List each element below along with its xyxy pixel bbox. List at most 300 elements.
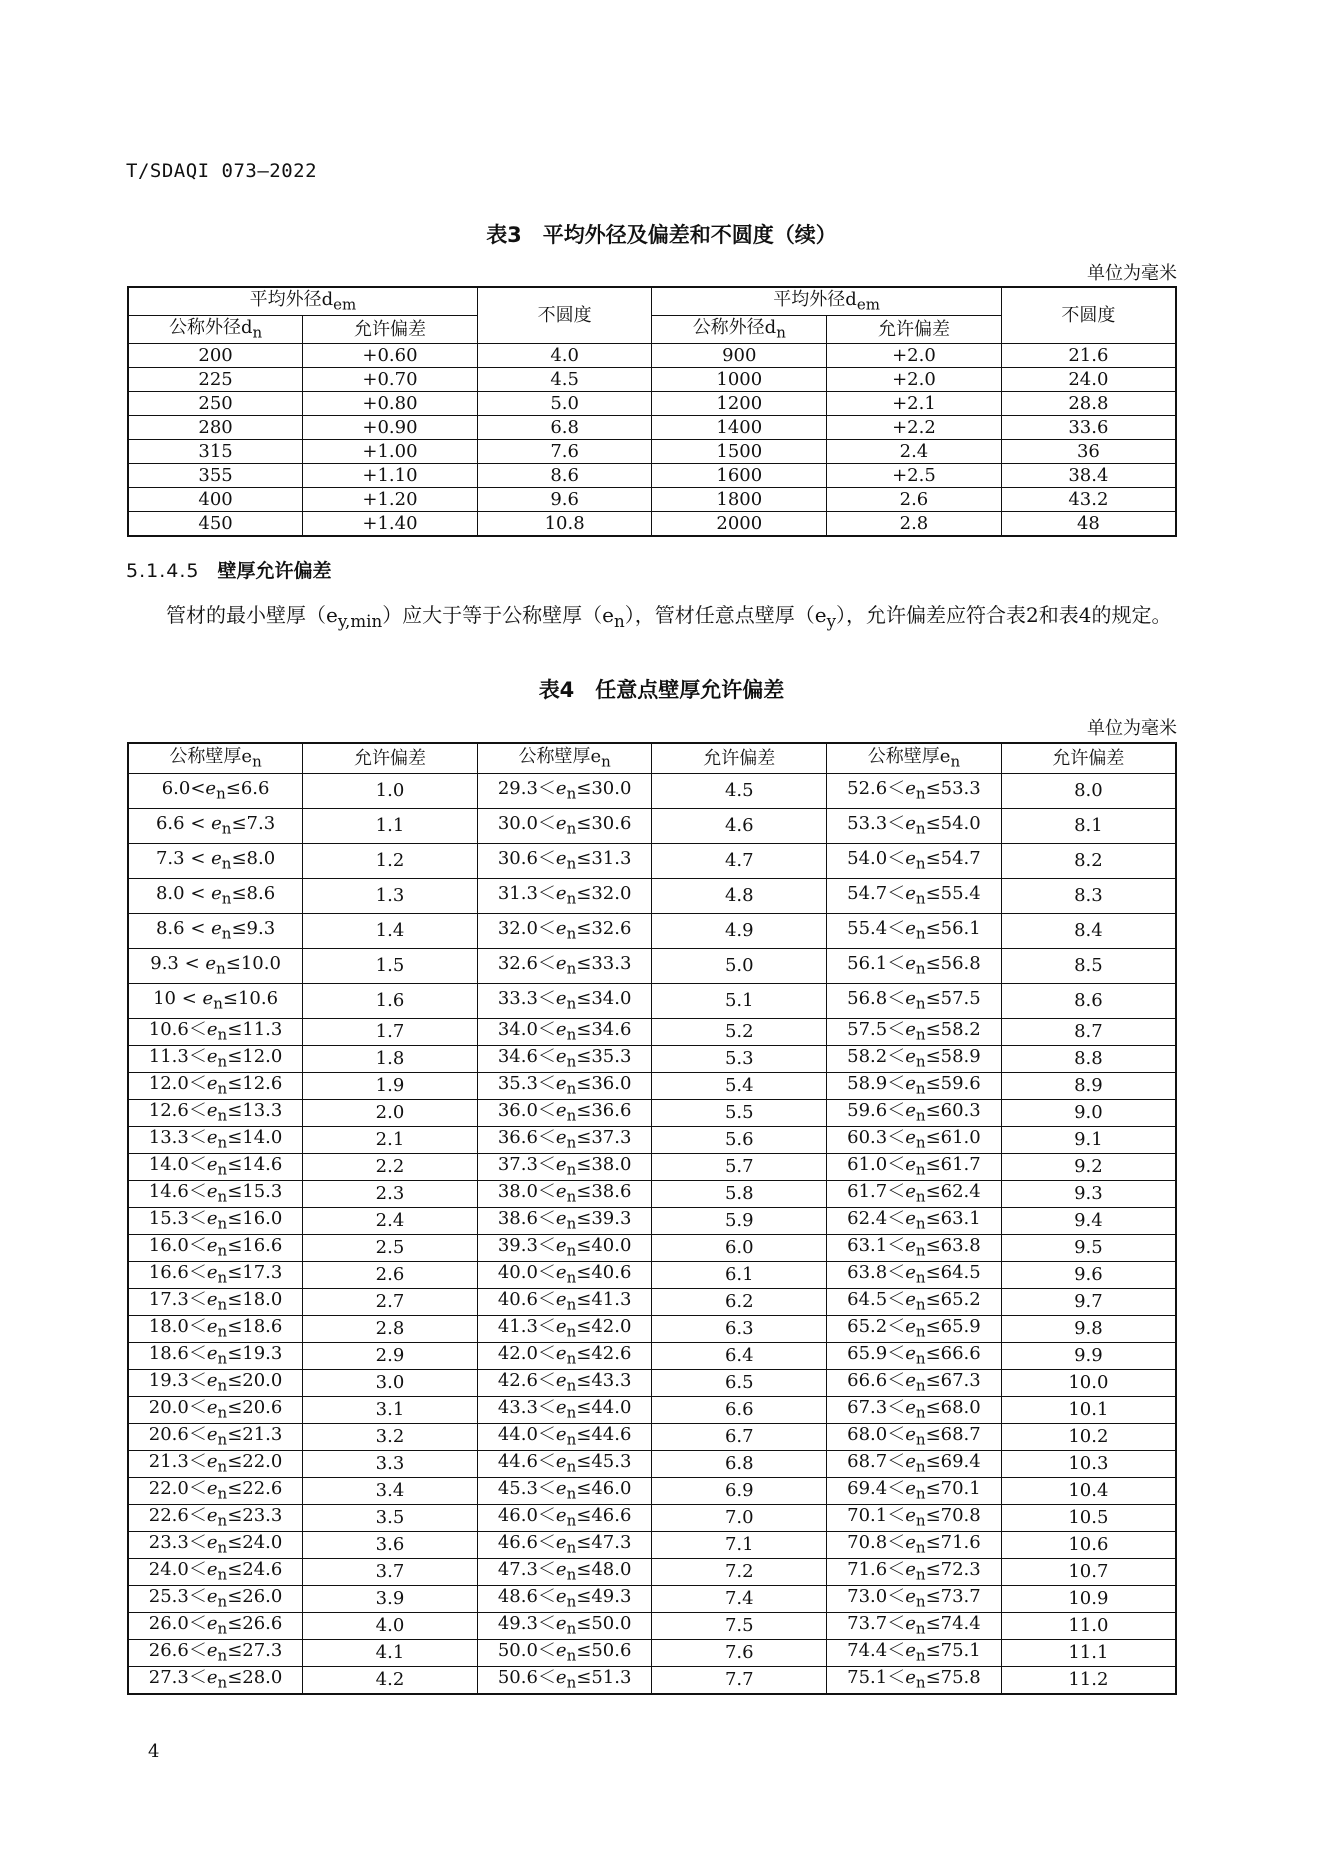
- thickness-range-cell: $33.3<e_n\le 34.0$: [477, 984, 652, 1019]
- tolerance-cell: 1.9: [303, 1073, 478, 1100]
- tolerance-cell: 4.1: [303, 1640, 478, 1667]
- thickness-range-cell: $23.3<e_n\le 24.0$: [128, 1532, 303, 1559]
- table-row: [128, 1100, 1176, 1127]
- table-cell: +1.40: [303, 512, 478, 537]
- thickness-range-cell: $18.6<e_n\le 19.3$: [128, 1343, 303, 1370]
- tolerance-cell: 11.1: [1001, 1640, 1176, 1667]
- thickness-range-cell: $69.4<e_n\le 70.1$: [827, 1478, 1002, 1505]
- table-cell: 315: [128, 440, 303, 464]
- table-row: [128, 1316, 1176, 1343]
- tolerance-cell: 5.7: [652, 1154, 827, 1181]
- thickness-range-cell: $9.3 < e_n\le 10.0$: [128, 949, 303, 984]
- tolerance-cell: 2.8: [303, 1316, 478, 1343]
- thickness-range-cell: $27.3<e_n\le 28.0$: [128, 1667, 303, 1695]
- tolerance-cell: 1.6: [303, 984, 478, 1019]
- table-cell: 4.5: [477, 368, 652, 392]
- tolerance-cell: 4.7: [652, 844, 827, 879]
- tolerance-cell: 6.2: [652, 1289, 827, 1316]
- table-row: [128, 1127, 1176, 1154]
- table-cell: 6.8: [477, 416, 652, 440]
- tolerance-cell: 7.7: [652, 1667, 827, 1695]
- table-cell: +0.90: [303, 416, 478, 440]
- table-row: [128, 416, 1176, 440]
- table-cell: 900: [652, 344, 827, 368]
- tolerance-cell: 2.7: [303, 1289, 478, 1316]
- thickness-range-cell: $70.1<e_n\le 70.8$: [827, 1505, 1002, 1532]
- thickness-range-cell: $42.6<e_n\le 43.3$: [477, 1370, 652, 1397]
- tolerance-cell: 9.0: [1001, 1100, 1176, 1127]
- thickness-range-cell: $22.6<e_n\le 23.3$: [128, 1505, 303, 1532]
- table-row: [128, 1181, 1176, 1208]
- tolerance-cell: 9.1: [1001, 1127, 1176, 1154]
- tolerance-cell: 10.6: [1001, 1532, 1176, 1559]
- tolerance-cell: 7.2: [652, 1559, 827, 1586]
- tolerance-cell: 10.0: [1001, 1370, 1176, 1397]
- t3-nominal-header-left: 公称外径$d_n$: [128, 316, 303, 344]
- thickness-range-cell: $52.6<e_n\le 53.3$: [827, 774, 1002, 809]
- tolerance-cell: 1.7: [303, 1019, 478, 1046]
- thickness-range-cell: $19.3<e_n\le 20.0$: [128, 1370, 303, 1397]
- thickness-range-cell: $16.0<e_n\le 16.6$: [128, 1235, 303, 1262]
- thickness-range-cell: $70.8<e_n\le 71.6$: [827, 1532, 1002, 1559]
- tolerance-cell: 10.3: [1001, 1451, 1176, 1478]
- thickness-range-cell: $53.3<e_n\le 54.0$: [827, 809, 1002, 844]
- thickness-range-cell: $31.3<e_n\le 32.0$: [477, 879, 652, 914]
- tolerance-cell: 8.9: [1001, 1073, 1176, 1100]
- thickness-range-cell: $57.5<e_n\le 58.2$: [827, 1019, 1002, 1046]
- table-cell: 9.6: [477, 488, 652, 512]
- thickness-range-cell: $25.3<e_n\le 26.0$: [128, 1586, 303, 1613]
- table-cell: 2.6: [827, 488, 1002, 512]
- thickness-range-cell: $8.0 < e_n\le 8.6$: [128, 879, 303, 914]
- paragraph: 管材的最小壁厚$(e_{y,min})$应大于等于公称壁厚$(e_n)$，管材任意点壁厚$(e_y)$，允许偏差应符合表2和表4的规定。: [166, 603, 1172, 631]
- thickness-range-cell: $14.0<e_n\le 14.6$: [128, 1154, 303, 1181]
- table-cell: 2.4: [827, 440, 1002, 464]
- tolerance-cell: 3.7: [303, 1559, 478, 1586]
- thickness-range-cell: $73.0<e_n\le 73.7$: [827, 1586, 1002, 1613]
- thickness-range-cell: $29.3<e_n\le 30.0$: [477, 774, 652, 809]
- thickness-range-cell: $8.6 < e_n\le 9.3$: [128, 914, 303, 949]
- t3-ovality-header-left: 不圆度: [477, 287, 652, 344]
- table4-unit: 单位为毫米: [1087, 718, 1177, 739]
- table-row: [128, 1532, 1176, 1559]
- table-cell: +2.0: [827, 368, 1002, 392]
- thickness-range-cell: $42.0<e_n\le 42.6$: [477, 1343, 652, 1370]
- table-row: [128, 1289, 1176, 1316]
- thickness-range-cell: $22.0<e_n\le 22.6$: [128, 1478, 303, 1505]
- thickness-range-cell: $12.6<e_n\le 13.3$: [128, 1100, 303, 1127]
- table-cell: 8.6: [477, 464, 652, 488]
- tolerance-cell: 5.9: [652, 1208, 827, 1235]
- table-row: [128, 368, 1176, 392]
- table-row: [128, 512, 1176, 537]
- tolerance-cell: 10.9: [1001, 1586, 1176, 1613]
- table-cell: 21.6: [1001, 344, 1176, 368]
- table-cell: +1.20: [303, 488, 478, 512]
- t4-thickness-header: 公称壁厚$e_n$: [477, 743, 652, 774]
- table-cell: 200: [128, 344, 303, 368]
- thickness-range-cell: $56.8<e_n\le 57.5$: [827, 984, 1002, 1019]
- thickness-range-cell: $65.9<e_n\le 66.6$: [827, 1343, 1002, 1370]
- tolerance-cell: 10.1: [1001, 1397, 1176, 1424]
- table-cell: +2.0: [827, 344, 1002, 368]
- tolerance-cell: 1.1: [303, 809, 478, 844]
- thickness-range-cell: $13.3<e_n\le 14.0$: [128, 1127, 303, 1154]
- thickness-range-cell: $37.3<e_n\le 38.0$: [477, 1154, 652, 1181]
- thickness-range-cell: $26.0<e_n\le 26.6$: [128, 1613, 303, 1640]
- thickness-range-cell: $63.1<e_n\le 63.8$: [827, 1235, 1002, 1262]
- thickness-range-cell: $12.0<e_n\le 12.6$: [128, 1073, 303, 1100]
- t4-tolerance-header: 允许偏差: [652, 743, 827, 774]
- table-cell: +2.2: [827, 416, 1002, 440]
- thickness-range-cell: $68.7<e_n\le 69.4$: [827, 1451, 1002, 1478]
- thickness-range-cell: $49.3<e_n\le 50.0$: [477, 1613, 652, 1640]
- tolerance-cell: 9.2: [1001, 1154, 1176, 1181]
- tolerance-cell: 5.4: [652, 1073, 827, 1100]
- tolerance-cell: 3.3: [303, 1451, 478, 1478]
- table3: [127, 286, 1177, 537]
- tolerance-cell: 3.4: [303, 1478, 478, 1505]
- tolerance-cell: 3.1: [303, 1397, 478, 1424]
- thickness-range-cell: $64.5<e_n\le 65.2$: [827, 1289, 1002, 1316]
- thickness-range-cell: $35.3<e_n\le 36.0$: [477, 1073, 652, 1100]
- table-cell: 1400: [652, 416, 827, 440]
- table-row: [128, 440, 1176, 464]
- thickness-range-cell: $36.0<e_n\le 36.6$: [477, 1100, 652, 1127]
- tolerance-cell: 6.9: [652, 1478, 827, 1505]
- thickness-range-cell: $26.6<e_n\le 27.3$: [128, 1640, 303, 1667]
- tolerance-cell: 8.4: [1001, 914, 1176, 949]
- tolerance-cell: 10.7: [1001, 1559, 1176, 1586]
- t4-thickness-header: 公称壁厚$e_n$: [128, 743, 303, 774]
- table-cell: +2.5: [827, 464, 1002, 488]
- tolerance-cell: 6.1: [652, 1262, 827, 1289]
- thickness-range-cell: $16.6<e_n\le 17.3$: [128, 1262, 303, 1289]
- standard-code: T/SDAQI 073—2022: [126, 160, 318, 182]
- t3-group-header-right: 平均外径$d_{em}$: [652, 287, 1001, 316]
- t3-tolerance-header-right: 允许偏差: [827, 316, 1002, 344]
- thickness-range-cell: $60.3<e_n\le 61.0$: [827, 1127, 1002, 1154]
- thickness-range-cell: $30.6<e_n\le 31.3$: [477, 844, 652, 879]
- thickness-range-cell: $20.6<e_n\le 21.3$: [128, 1424, 303, 1451]
- thickness-range-cell: $43.3<e_n\le 44.0$: [477, 1397, 652, 1424]
- thickness-range-cell: $50.0<e_n\le 50.6$: [477, 1640, 652, 1667]
- table-cell: 450: [128, 512, 303, 537]
- thickness-range-cell: $20.0<e_n\le 20.6$: [128, 1397, 303, 1424]
- tolerance-cell: 9.3: [1001, 1181, 1176, 1208]
- table-row: [128, 1235, 1176, 1262]
- thickness-range-cell: $75.1<e_n\le 75.8$: [827, 1667, 1002, 1695]
- table-cell: 1500: [652, 440, 827, 464]
- thickness-range-cell: $10.6<e_n\le 11.3$: [128, 1019, 303, 1046]
- section-heading: 5.1.4.5 壁厚允许偏差: [126, 560, 332, 582]
- thickness-range-cell: $11.3<e_n\le 12.0$: [128, 1046, 303, 1073]
- thickness-range-cell: $56.1<e_n\le 56.8$: [827, 949, 1002, 984]
- thickness-range-cell: $63.8<e_n\le 64.5$: [827, 1262, 1002, 1289]
- tolerance-cell: 2.1: [303, 1127, 478, 1154]
- tolerance-cell: 2.0: [303, 1100, 478, 1127]
- thickness-range-cell: $6.0<e_n\le 6.6$: [128, 774, 303, 809]
- tolerance-cell: 8.8: [1001, 1046, 1176, 1073]
- tolerance-cell: 4.2: [303, 1667, 478, 1695]
- thickness-range-cell: $32.6<e_n\le 33.3$: [477, 949, 652, 984]
- thickness-range-cell: $66.6<e_n\le 67.3$: [827, 1370, 1002, 1397]
- table-cell: 7.6: [477, 440, 652, 464]
- thickness-range-cell: $65.2<e_n\le 65.9$: [827, 1316, 1002, 1343]
- tolerance-cell: 9.7: [1001, 1289, 1176, 1316]
- table-cell: 38.4: [1001, 464, 1176, 488]
- thickness-range-cell: $45.3<e_n\le 46.0$: [477, 1478, 652, 1505]
- thickness-range-cell: $24.0<e_n\le 24.6$: [128, 1559, 303, 1586]
- thickness-range-cell: $47.3<e_n\le 48.0$: [477, 1559, 652, 1586]
- tolerance-cell: 8.0: [1001, 774, 1176, 809]
- tolerance-cell: 9.9: [1001, 1343, 1176, 1370]
- table-cell: 1800: [652, 488, 827, 512]
- table-row: [128, 1505, 1176, 1532]
- thickness-range-cell: $58.9<e_n\le 59.6$: [827, 1073, 1002, 1100]
- thickness-range-cell: $59.6<e_n\le 60.3$: [827, 1100, 1002, 1127]
- table-row: [128, 1073, 1176, 1100]
- thickness-range-cell: $74.4<e_n\le 75.1$: [827, 1640, 1002, 1667]
- tolerance-cell: 8.5: [1001, 949, 1176, 984]
- thickness-range-cell: $46.0<e_n\le 46.6$: [477, 1505, 652, 1532]
- table4-caption: 表4 任意点壁厚允许偏差: [538, 678, 785, 702]
- thickness-range-cell: $38.6<e_n\le 39.3$: [477, 1208, 652, 1235]
- table-row: [128, 1343, 1176, 1370]
- tolerance-cell: 2.5: [303, 1235, 478, 1262]
- table-row: [128, 984, 1176, 1019]
- tolerance-cell: 3.5: [303, 1505, 478, 1532]
- thickness-range-cell: $40.0<e_n\le 40.6$: [477, 1262, 652, 1289]
- tolerance-cell: 8.6: [1001, 984, 1176, 1019]
- table-row: [128, 1397, 1176, 1424]
- tolerance-cell: 5.1: [652, 984, 827, 1019]
- table-cell: 36: [1001, 440, 1176, 464]
- t4-tolerance-header: 允许偏差: [303, 743, 478, 774]
- tolerance-cell: 7.6: [652, 1640, 827, 1667]
- tolerance-cell: 6.6: [652, 1397, 827, 1424]
- tolerance-cell: 5.0: [652, 949, 827, 984]
- table-row: [128, 949, 1176, 984]
- table-cell: +0.70: [303, 368, 478, 392]
- table-cell: 1200: [652, 392, 827, 416]
- thickness-range-cell: $68.0<e_n\le 68.7$: [827, 1424, 1002, 1451]
- thickness-range-cell: $61.7<e_n\le 62.4$: [827, 1181, 1002, 1208]
- table-row: [128, 1640, 1176, 1667]
- tolerance-cell: 2.3: [303, 1181, 478, 1208]
- tolerance-cell: 7.5: [652, 1613, 827, 1640]
- tolerance-cell: 8.7: [1001, 1019, 1176, 1046]
- thickness-range-cell: $54.0<e_n\le 54.7$: [827, 844, 1002, 879]
- table-cell: 280: [128, 416, 303, 440]
- t4-thickness-header: 公称壁厚$e_n$: [827, 743, 1002, 774]
- tolerance-cell: 3.6: [303, 1532, 478, 1559]
- table3-unit: 单位为毫米: [1087, 263, 1177, 284]
- tolerance-cell: 11.0: [1001, 1613, 1176, 1640]
- tolerance-cell: 1.4: [303, 914, 478, 949]
- thickness-range-cell: $44.0<e_n\le 44.6$: [477, 1424, 652, 1451]
- table-row: [128, 1559, 1176, 1586]
- tolerance-cell: 1.2: [303, 844, 478, 879]
- tolerance-cell: 3.0: [303, 1370, 478, 1397]
- t3-ovality-header-right: 不圆度: [1001, 287, 1176, 344]
- tolerance-cell: 9.6: [1001, 1262, 1176, 1289]
- table-cell: 10.8: [477, 512, 652, 537]
- thickness-range-cell: $10 < e_n\le 10.6$: [128, 984, 303, 1019]
- table-row: [128, 1262, 1176, 1289]
- thickness-range-cell: $36.6<e_n\le 37.3$: [477, 1127, 652, 1154]
- table-cell: 250: [128, 392, 303, 416]
- tolerance-cell: 8.3: [1001, 879, 1176, 914]
- tolerance-cell: 5.3: [652, 1046, 827, 1073]
- thickness-range-cell: $44.6<e_n\le 45.3$: [477, 1451, 652, 1478]
- table-cell: 24.0: [1001, 368, 1176, 392]
- thickness-range-cell: $41.3<e_n\le 42.0$: [477, 1316, 652, 1343]
- tolerance-cell: 2.9: [303, 1343, 478, 1370]
- tolerance-cell: 2.6: [303, 1262, 478, 1289]
- table-row: [128, 464, 1176, 488]
- table-row: [128, 488, 1176, 512]
- table-row: [128, 1370, 1176, 1397]
- thickness-range-cell: $67.3<e_n\le 68.0$: [827, 1397, 1002, 1424]
- table-row: [128, 844, 1176, 879]
- tolerance-cell: 7.1: [652, 1532, 827, 1559]
- thickness-range-cell: $62.4<e_n\le 63.1$: [827, 1208, 1002, 1235]
- tolerance-cell: 4.5: [652, 774, 827, 809]
- table-cell: +1.10: [303, 464, 478, 488]
- thickness-range-cell: $32.0<e_n\le 32.6$: [477, 914, 652, 949]
- thickness-range-cell: $50.6<e_n\le 51.3$: [477, 1667, 652, 1695]
- thickness-range-cell: $38.0<e_n\le 38.6$: [477, 1181, 652, 1208]
- thickness-range-cell: $46.6<e_n\le 47.3$: [477, 1532, 652, 1559]
- tolerance-cell: 6.5: [652, 1370, 827, 1397]
- tolerance-cell: 6.3: [652, 1316, 827, 1343]
- table-row: [128, 1451, 1176, 1478]
- table3-caption: 表3 平均外径及偏差和不圆度（续）: [486, 223, 837, 247]
- table-row: [128, 1154, 1176, 1181]
- tolerance-cell: 5.6: [652, 1127, 827, 1154]
- tolerance-cell: 6.4: [652, 1343, 827, 1370]
- table-cell: 43.2: [1001, 488, 1176, 512]
- table-row: [128, 1019, 1176, 1046]
- tolerance-cell: 5.8: [652, 1181, 827, 1208]
- tolerance-cell: 9.5: [1001, 1235, 1176, 1262]
- table-row: [128, 1424, 1176, 1451]
- tolerance-cell: 5.2: [652, 1019, 827, 1046]
- tolerance-cell: 4.0: [303, 1613, 478, 1640]
- table-row: [128, 1667, 1176, 1695]
- tolerance-cell: 4.8: [652, 879, 827, 914]
- tolerance-cell: 6.8: [652, 1451, 827, 1478]
- thickness-range-cell: $71.6<e_n\le 72.3$: [827, 1559, 1002, 1586]
- table-cell: 355: [128, 464, 303, 488]
- thickness-range-cell: $39.3<e_n\le 40.0$: [477, 1235, 652, 1262]
- table-cell: 2.8: [827, 512, 1002, 537]
- table-cell: 1000: [652, 368, 827, 392]
- tolerance-cell: 5.5: [652, 1100, 827, 1127]
- tolerance-cell: 8.1: [1001, 809, 1176, 844]
- thickness-range-cell: $40.6<e_n\le 41.3$: [477, 1289, 652, 1316]
- tolerance-cell: 2.4: [303, 1208, 478, 1235]
- tolerance-cell: 1.5: [303, 949, 478, 984]
- tolerance-cell: 4.6: [652, 809, 827, 844]
- t4-tolerance-header: 允许偏差: [1001, 743, 1176, 774]
- tolerance-cell: 3.2: [303, 1424, 478, 1451]
- table-cell: 1600: [652, 464, 827, 488]
- table-row: [128, 1208, 1176, 1235]
- tolerance-cell: 9.4: [1001, 1208, 1176, 1235]
- table-cell: 225: [128, 368, 303, 392]
- table-row: [128, 344, 1176, 368]
- tolerance-cell: 1.8: [303, 1046, 478, 1073]
- table-cell: +0.60: [303, 344, 478, 368]
- table-cell: +2.1: [827, 392, 1002, 416]
- tolerance-cell: 9.8: [1001, 1316, 1176, 1343]
- thickness-range-cell: $58.2<e_n\le 58.9$: [827, 1046, 1002, 1073]
- table-row: [128, 1586, 1176, 1613]
- table-cell: 4.0: [477, 344, 652, 368]
- thickness-range-cell: $48.6<e_n\le 49.3$: [477, 1586, 652, 1613]
- thickness-range-cell: $18.0<e_n\le 18.6$: [128, 1316, 303, 1343]
- table-cell: 2000: [652, 512, 827, 537]
- tolerance-cell: 1.3: [303, 879, 478, 914]
- tolerance-cell: 6.0: [652, 1235, 827, 1262]
- tolerance-cell: 6.7: [652, 1424, 827, 1451]
- thickness-range-cell: $30.0<e_n\le 30.6$: [477, 809, 652, 844]
- table-row: [128, 809, 1176, 844]
- thickness-range-cell: $7.3 < e_n\le 8.0$: [128, 844, 303, 879]
- table-row: [128, 879, 1176, 914]
- table-row: [128, 1478, 1176, 1505]
- table-cell: 33.6: [1001, 416, 1176, 440]
- thickness-range-cell: $55.4<e_n\le 56.1$: [827, 914, 1002, 949]
- table-row: [128, 774, 1176, 809]
- t3-group-header-left: 平均外径$d_{em}$: [128, 287, 477, 316]
- tolerance-cell: 3.9: [303, 1586, 478, 1613]
- thickness-range-cell: $17.3<e_n\le 18.0$: [128, 1289, 303, 1316]
- tolerance-cell: 1.0: [303, 774, 478, 809]
- thickness-range-cell: $14.6<e_n\le 15.3$: [128, 1181, 303, 1208]
- thickness-range-cell: $54.7<e_n\le 55.4$: [827, 879, 1002, 914]
- tolerance-cell: 10.2: [1001, 1424, 1176, 1451]
- thickness-range-cell: $34.0<e_n\le 34.6$: [477, 1019, 652, 1046]
- table-row: [128, 914, 1176, 949]
- thickness-range-cell: $6.6 < e_n\le 7.3$: [128, 809, 303, 844]
- table-cell: +0.80: [303, 392, 478, 416]
- tolerance-cell: 10.5: [1001, 1505, 1176, 1532]
- thickness-range-cell: $15.3<e_n\le 16.0$: [128, 1208, 303, 1235]
- tolerance-cell: 4.9: [652, 914, 827, 949]
- table-row: [128, 1046, 1176, 1073]
- table-cell: 48: [1001, 512, 1176, 537]
- table4: [127, 742, 1177, 1695]
- table-cell: +1.00: [303, 440, 478, 464]
- tolerance-cell: 8.2: [1001, 844, 1176, 879]
- table-cell: 400: [128, 488, 303, 512]
- table-cell: 5.0: [477, 392, 652, 416]
- thickness-range-cell: $61.0<e_n\le 61.7$: [827, 1154, 1002, 1181]
- t3-tolerance-header-left: 允许偏差: [303, 316, 478, 344]
- tolerance-cell: 7.0: [652, 1505, 827, 1532]
- tolerance-cell: 7.4: [652, 1586, 827, 1613]
- table-cell: 28.8: [1001, 392, 1176, 416]
- tolerance-cell: 11.2: [1001, 1667, 1176, 1695]
- table-row: [128, 392, 1176, 416]
- t3-nominal-header-right: 公称外径$d_n$: [652, 316, 827, 344]
- tolerance-cell: 2.2: [303, 1154, 478, 1181]
- table-row: [128, 1613, 1176, 1640]
- thickness-range-cell: $73.7<e_n\le 74.4$: [827, 1613, 1002, 1640]
